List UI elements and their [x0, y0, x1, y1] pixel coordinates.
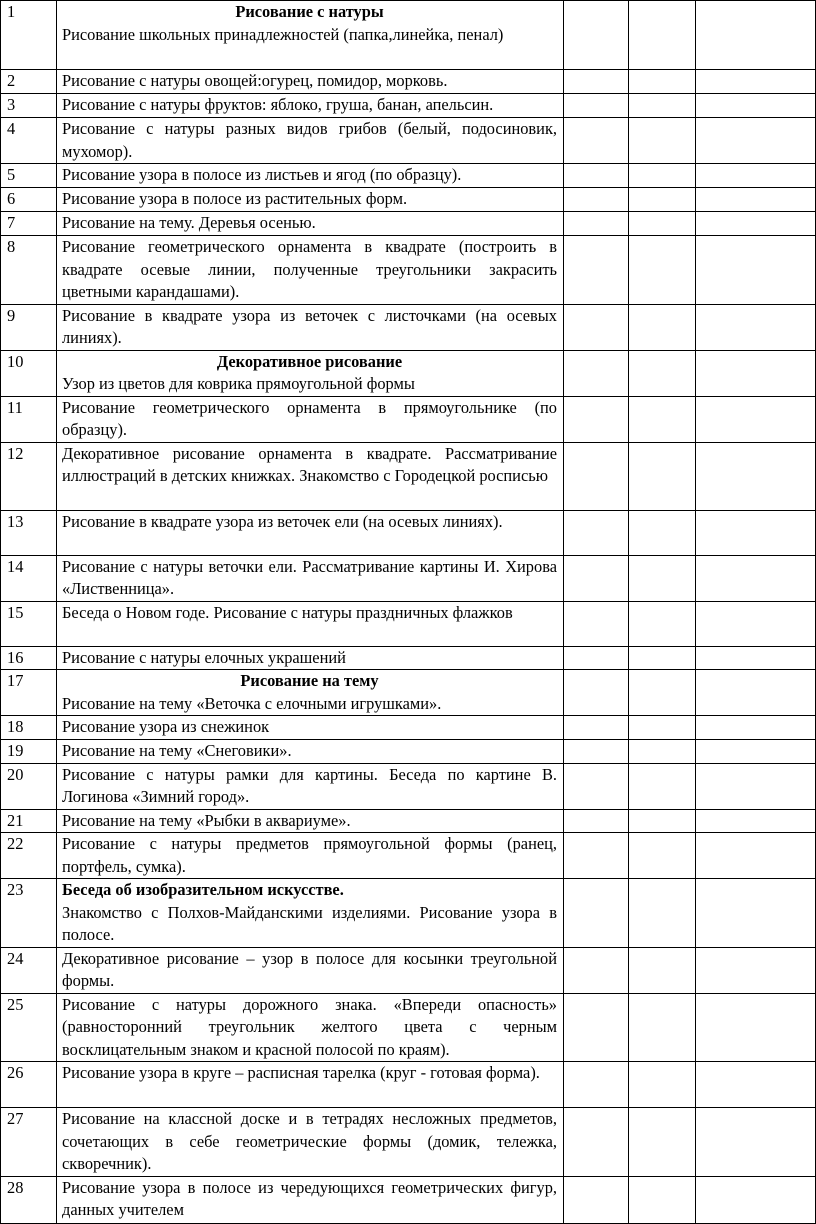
empty-cell — [564, 118, 629, 164]
empty-cell — [564, 763, 629, 809]
table-row — [1, 188, 816, 212]
lesson-number: 7 — [1, 212, 57, 236]
lesson-number: 27 — [1, 1108, 57, 1177]
lesson-topic — [57, 646, 564, 670]
table-row — [1, 442, 816, 510]
lesson-number: 1 — [1, 1, 57, 70]
empty-cell — [564, 442, 629, 510]
empty-cell — [696, 1, 816, 70]
table-row — [1, 833, 816, 879]
empty-cell — [629, 396, 696, 442]
empty-cell — [629, 350, 696, 396]
empty-cell — [696, 188, 816, 212]
empty-cell — [564, 555, 629, 601]
lesson-number: 8 — [1, 236, 57, 305]
empty-cell — [629, 304, 696, 350]
table-row — [1, 212, 816, 236]
lesson-number: 14 — [1, 555, 57, 601]
lesson-number: 13 — [1, 510, 57, 555]
empty-cell — [564, 646, 629, 670]
empty-cell — [696, 947, 816, 993]
table-row — [1, 763, 816, 809]
lesson-topic — [57, 94, 564, 118]
lesson-text: Рисование узора в полосе из листьев и ягод (по образцу). — [62, 165, 462, 184]
lesson-text: Рисование с натуры овощей:огурец, помидор, морковь. — [62, 71, 448, 90]
empty-cell — [564, 350, 629, 396]
empty-cell — [696, 164, 816, 188]
empty-cell — [564, 947, 629, 993]
empty-cell — [629, 188, 696, 212]
empty-cell — [696, 555, 816, 601]
empty-cell — [629, 879, 696, 948]
empty-cell — [629, 1, 696, 70]
lesson-number: 10 — [1, 350, 57, 396]
empty-cell — [564, 1, 629, 70]
empty-cell — [629, 670, 696, 716]
lesson-number: 23 — [1, 879, 57, 948]
lesson-number: 4 — [1, 118, 57, 164]
lesson-topic — [57, 993, 564, 1062]
empty-cell — [629, 739, 696, 763]
empty-cell — [564, 164, 629, 188]
empty-cell — [629, 1176, 696, 1223]
table-row — [1, 601, 816, 646]
empty-cell — [696, 70, 816, 94]
empty-cell — [629, 646, 696, 670]
empty-cell — [629, 809, 696, 833]
lesson-text: Рисование узора в круге – расписная тарелка (круг - готовая форма). — [62, 1063, 540, 1082]
table-row — [1, 118, 816, 164]
empty-cell — [564, 1062, 629, 1108]
lesson-text: Рисование геометрического орнамента в квадрате (построить в квадрате осевые линии, полученные треугольники закрасить цветными карандашами). — [62, 237, 557, 301]
empty-cell — [696, 833, 816, 879]
lesson-text: Рисование узора из снежинок — [62, 717, 270, 736]
lesson-text: Рисование с натуры предметов прямоугольной формы (ранец, портфель, сумка). — [62, 834, 557, 876]
section-heading: Рисование на тему — [240, 671, 379, 690]
table-row — [1, 304, 816, 350]
table-row — [1, 1062, 816, 1108]
empty-cell — [696, 739, 816, 763]
lesson-text: Рисование школьных принадлежностей (папка,линейка, пенал) — [62, 24, 504, 44]
empty-cell — [564, 1108, 629, 1177]
empty-cell — [696, 809, 816, 833]
empty-cell — [629, 164, 696, 188]
empty-cell — [629, 1108, 696, 1177]
section-heading: Беседа об изобразительном искусстве. — [62, 880, 344, 899]
lesson-text: Рисование в квадрате узора из веточек с листочками (на осевых линиях). — [62, 305, 557, 347]
lesson-text: Рисование узора в полосе из растительных форм. — [62, 189, 408, 208]
lesson-topic — [57, 164, 564, 188]
table-row — [1, 350, 816, 396]
lesson-text: Узор из цветов для коврика прямоугольной формы — [62, 374, 415, 393]
lesson-topic — [57, 670, 564, 716]
lesson-topic — [57, 118, 564, 164]
empty-cell — [696, 396, 816, 442]
empty-cell — [629, 947, 696, 993]
lesson-text: Рисование на классной доске и в тетрадях несложных предметов, сочетающих в себе геометрические формы (домик, тележка, скворечник). — [62, 1109, 557, 1173]
empty-cell — [629, 716, 696, 740]
lesson-number: 3 — [1, 94, 57, 118]
empty-cell — [696, 716, 816, 740]
table-row — [1, 947, 816, 993]
lesson-topic — [57, 555, 564, 601]
table-row — [1, 993, 816, 1062]
lesson-topic — [57, 1, 564, 70]
empty-cell — [564, 510, 629, 555]
empty-cell — [696, 601, 816, 646]
empty-cell — [564, 70, 629, 94]
empty-cell — [696, 118, 816, 164]
empty-cell — [696, 236, 816, 305]
lesson-topic — [57, 510, 564, 555]
lesson-topic — [57, 236, 564, 305]
lesson-topic — [57, 809, 564, 833]
lesson-topic — [57, 350, 564, 396]
empty-cell — [629, 236, 696, 305]
lesson-topic — [57, 1108, 564, 1177]
empty-cell — [564, 833, 629, 879]
empty-cell — [629, 94, 696, 118]
lesson-number: 19 — [1, 739, 57, 763]
empty-cell — [564, 236, 629, 305]
table-body — [1, 1, 816, 1224]
lesson-number: 2 — [1, 70, 57, 94]
lesson-topic — [57, 879, 564, 948]
lesson-number: 17 — [1, 670, 57, 716]
empty-cell — [564, 1176, 629, 1223]
table-row — [1, 1, 816, 70]
table-row — [1, 555, 816, 601]
empty-cell — [696, 1108, 816, 1177]
empty-cell — [564, 716, 629, 740]
empty-cell — [696, 442, 816, 510]
lesson-topic — [57, 716, 564, 740]
lesson-topic — [57, 442, 564, 510]
table-row — [1, 236, 816, 305]
table-row — [1, 396, 816, 442]
empty-cell — [696, 304, 816, 350]
lesson-topic — [57, 188, 564, 212]
empty-cell — [564, 188, 629, 212]
empty-cell — [629, 118, 696, 164]
empty-cell — [564, 212, 629, 236]
empty-cell — [629, 70, 696, 94]
empty-cell — [564, 739, 629, 763]
lesson-number: 24 — [1, 947, 57, 993]
empty-cell — [696, 879, 816, 948]
lesson-number: 28 — [1, 1176, 57, 1223]
lesson-number: 25 — [1, 993, 57, 1062]
empty-cell — [696, 94, 816, 118]
table-row — [1, 739, 816, 763]
lesson-topic — [57, 304, 564, 350]
lesson-number: 9 — [1, 304, 57, 350]
empty-cell — [629, 442, 696, 510]
lesson-text: Рисование в квадрате узора из веточек ели (на осевых линиях). — [62, 511, 503, 531]
lesson-text: Рисование узора в полосе из чередующихся геометрических фигур, данных учителем — [62, 1177, 557, 1219]
empty-cell — [629, 212, 696, 236]
empty-cell — [629, 510, 696, 555]
empty-cell — [629, 601, 696, 646]
empty-cell — [629, 555, 696, 601]
lesson-number: 22 — [1, 833, 57, 879]
lesson-text: Знакомство с Полхов-Майданскими изделиями. Рисование узора в полосе. — [62, 902, 557, 944]
empty-cell — [696, 212, 816, 236]
empty-cell — [564, 304, 629, 350]
empty-cell — [696, 350, 816, 396]
table-row — [1, 1108, 816, 1177]
empty-cell — [564, 601, 629, 646]
lesson-number: 15 — [1, 601, 57, 646]
lesson-topic — [57, 947, 564, 993]
table-row — [1, 879, 816, 948]
empty-cell — [629, 833, 696, 879]
empty-cell — [564, 993, 629, 1062]
empty-cell — [696, 670, 816, 716]
lesson-text: Рисование с натуры фруктов: яблоко, груша, банан, апельсин. — [62, 95, 494, 114]
lesson-number: 18 — [1, 716, 57, 740]
empty-cell — [564, 809, 629, 833]
lesson-text: Беседа о Новом годе. Рисование с натуры праздничных флажков — [62, 602, 513, 622]
lesson-topic — [57, 601, 564, 646]
lesson-text: Рисование на тему «Снеговики». — [62, 740, 292, 760]
lesson-text: Рисование на тему «Рыбки в аквариуме». — [62, 810, 351, 830]
empty-cell — [564, 670, 629, 716]
section-heading: Декоративное рисование — [216, 351, 403, 371]
lesson-text: Рисование на тему «Веточка с елочными игрушками». — [62, 693, 442, 713]
lesson-text: Рисование с натуры дорожного знака. «Впереди опасность» (равносторонний треугольник желтого цвета с черным восклицательным знаком и красной полосой по краям). — [62, 994, 557, 1059]
lesson-topic — [57, 763, 564, 809]
empty-cell — [629, 1062, 696, 1108]
lesson-number: 21 — [1, 809, 57, 833]
table-row — [1, 646, 816, 670]
table-row — [1, 716, 816, 740]
lesson-topic — [57, 1062, 564, 1108]
table-row — [1, 1176, 816, 1223]
lesson-text: Рисование с натуры веточки ели. Рассматривание картины И. Хирова «Лиственница». — [62, 556, 557, 598]
lesson-topic — [57, 212, 564, 236]
lesson-topic — [57, 1176, 564, 1223]
empty-cell — [696, 1062, 816, 1108]
lesson-topic — [57, 70, 564, 94]
lesson-text: Рисование с натуры рамки для картины. Беседа по картине В. Логинова «Зимний город». — [62, 764, 557, 806]
lesson-text: Рисование на тему. Деревья осенью. — [62, 213, 316, 232]
table-row — [1, 670, 816, 716]
lesson-number: 11 — [1, 396, 57, 442]
lesson-number: 16 — [1, 646, 57, 670]
table-row — [1, 809, 816, 833]
empty-cell — [696, 510, 816, 555]
table-row — [1, 510, 816, 555]
lesson-topic — [57, 396, 564, 442]
empty-cell — [564, 879, 629, 948]
empty-cell — [696, 1176, 816, 1223]
table-row — [1, 70, 816, 94]
section-heading: Рисование с натуры — [235, 2, 384, 21]
lesson-text: Декоративное рисование орнамента в квадрате. Рассматривание иллюстраций в детских книжках. Знакомство с Городецкой росписью — [62, 443, 557, 485]
empty-cell — [564, 396, 629, 442]
empty-cell — [696, 646, 816, 670]
empty-cell — [629, 763, 696, 809]
lesson-number: 20 — [1, 763, 57, 809]
empty-cell — [564, 94, 629, 118]
lesson-number: 12 — [1, 442, 57, 510]
lesson-topic — [57, 833, 564, 879]
lesson-text: Декоративное рисование – узор в полосе для косынки треугольной формы. — [62, 948, 557, 990]
empty-cell — [696, 763, 816, 809]
empty-cell — [696, 993, 816, 1062]
lesson-text: Рисование геометрического орнамента в прямоугольнике (по образцу). — [62, 397, 557, 439]
empty-cell — [629, 993, 696, 1062]
lesson-text: Рисование с натуры елочных украшений — [62, 647, 346, 667]
table-row — [1, 164, 816, 188]
lesson-number: 6 — [1, 188, 57, 212]
table-row — [1, 94, 816, 118]
lesson-topic — [57, 739, 564, 763]
lesson-number: 26 — [1, 1062, 57, 1108]
lesson-number: 5 — [1, 164, 57, 188]
lesson-text: Рисование с натуры разных видов грибов (белый, подосиновик, мухомор). — [62, 119, 557, 161]
